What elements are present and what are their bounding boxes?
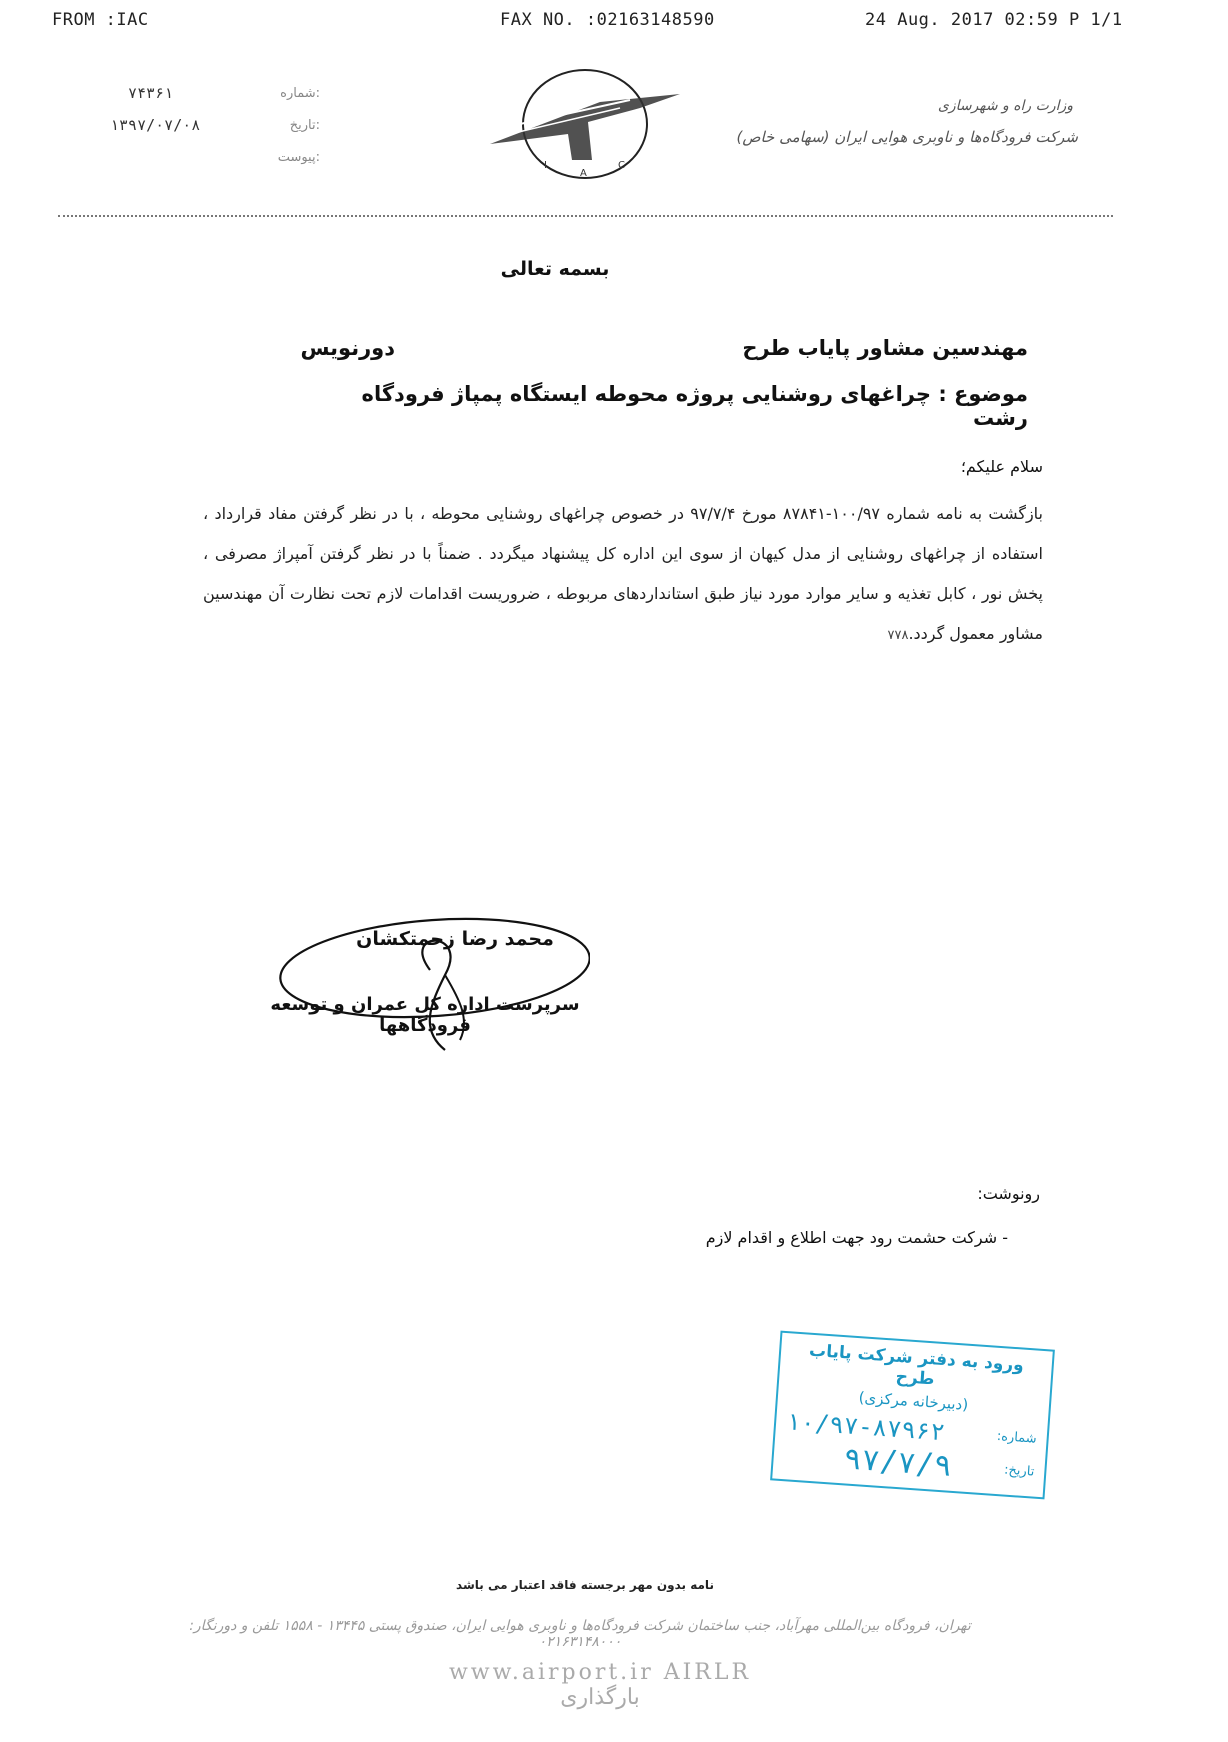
footer-notice: نامه بدون مهر برجسته فاقد اعتبار می باشد xyxy=(456,1578,714,1592)
stamp-date-value: ۹۷/۷/۹ xyxy=(842,1441,954,1484)
iac-logo xyxy=(480,64,690,184)
letter-body-initials: ۷۷۸ xyxy=(887,628,909,643)
letter-number-label: شماره: xyxy=(280,85,320,101)
svg-text:I: I xyxy=(544,160,547,171)
signer-name: محمد رضا زحمتکشان xyxy=(356,928,554,950)
letter-date-label: تاریخ: xyxy=(289,117,320,133)
stamp-number-label: شماره: xyxy=(996,1428,1038,1447)
letter-copy-type: دورنویس xyxy=(300,336,395,360)
footer-address: تهران، فرودگاه بین‌المللی مهرآباد، جنب ساختمان شرکت فرودگاه‌ها و ناوبری هوایی ایران، صندوق پستی ۱۳۴۴۵ - ۱۵۵۸ تلفن و دورنگار: ۰۲۱۶۳۱۴۸۰۰۰ xyxy=(189,1618,971,1650)
letter-date-value: ۱۳۹۷/۰۷/۰۸ xyxy=(110,116,201,134)
letter-body-text: بازگشت به نامه شماره ۱۰۰/۹۷-۸۷۸۴۱ مورخ ۹۷/۷/۴ در خصوص چراغهای روشنایی محوطه ، با در نظر گرفتن مفاد قرارداد ، استفاده از چراغهای روشنایی از مدل کیهان از سوی این اداره کل پیشنهاد میگردد . ضمناً با در نظر گرفتن آمپراژ مصرفی ، پخش نور ، کابل تغذیه و سایر موارد مورد نیاز طبق استانداردهای مربوطه ، ضروریست اقدامات لازم تحت نظارت آن مهندسین مشاور معمول گردد. xyxy=(203,504,1044,643)
letter-attachment-label: پیوست: xyxy=(277,149,320,165)
stamp-date-label: تاریخ: xyxy=(1003,1462,1035,1480)
footer-website: www.airport.ir AIRLR بارگذاری xyxy=(448,1660,752,1710)
letter-number-value: ۷۴۳۶۱ xyxy=(128,84,174,102)
fax-number: FAX NO. :02163148590 xyxy=(500,10,715,30)
header-separator xyxy=(58,215,1113,217)
letter-body xyxy=(203,494,1043,656)
fax-from: FROM :IAC xyxy=(52,10,149,30)
cc-label: رونوشت: xyxy=(977,1184,1040,1203)
signer-title: سرپرست اداره کل عمران و توسعه فرودگاهها xyxy=(270,994,580,1036)
receipt-stamp xyxy=(770,1331,1055,1500)
cc-item: - شرکت حشمت رود جهت اطلاع و اقدام لازم xyxy=(705,1228,1008,1247)
stamp-title: ورود به دفتر شرکت پایاب طرح xyxy=(808,1340,1025,1390)
letter-heading: بسمه تعالی xyxy=(500,258,610,280)
stamp-subtitle: (دبیرخانه مرکزی) xyxy=(858,1388,969,1414)
ministry-name: وزارت راه و شهرسازی xyxy=(937,98,1073,114)
stamp-number-value: ۱۰/۹۷-۸۷۹۶۲ xyxy=(785,1407,946,1447)
iac-emblem-icon xyxy=(480,64,690,184)
company-name: شرکت فرودگاه‌ها و ناوبری هوایی ایران (سهامی خاص) xyxy=(736,128,1078,146)
fax-datetime: 24 Aug. 2017 02:59 P 1/1 xyxy=(865,10,1123,30)
letter-subject: موضوع : چراغهای روشنایی پروژه محوطه ایستگاه پمپاژ فرودگاه رشت xyxy=(361,382,1028,430)
letter-meta xyxy=(110,78,320,172)
svg-text:A: A xyxy=(580,168,587,179)
svg-text:C: C xyxy=(618,160,625,171)
letter-greeting: سلام علیکم؛ xyxy=(960,457,1043,476)
letter-recipient: مهندسین مشاور پایاب طرح xyxy=(742,336,1028,360)
